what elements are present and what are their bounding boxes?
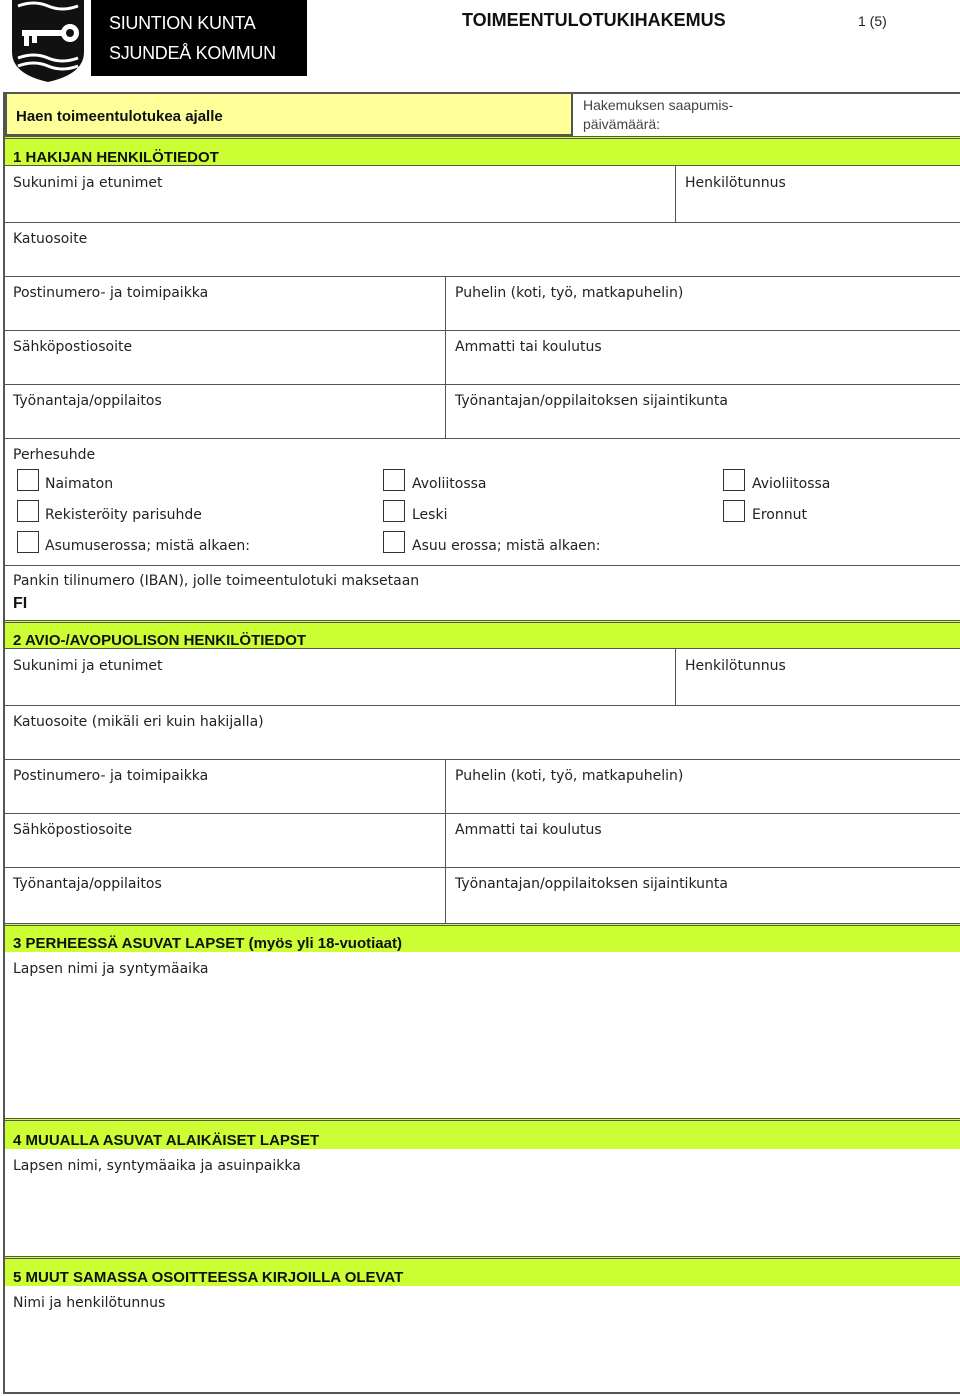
other-residents-field[interactable] bbox=[5, 1286, 960, 1392]
applicant-email-label: Sähköpostiosoite bbox=[13, 339, 133, 355]
applicant-employer-municipality-field[interactable] bbox=[445, 384, 960, 438]
section-4-header bbox=[5, 1118, 960, 1149]
spouse-postal-field[interactable] bbox=[5, 759, 445, 813]
spouse-ssn-field[interactable] bbox=[675, 649, 960, 705]
other-residents-label: Nimi ja henkilötunnus bbox=[13, 1295, 166, 1311]
iban-prefix: FI bbox=[13, 595, 28, 612]
applicant-address-label: Katuosoite bbox=[13, 231, 88, 247]
checkbox-widowed[interactable] bbox=[383, 500, 405, 522]
spouse-occupation-field[interactable] bbox=[445, 813, 960, 867]
checkbox-married[interactable] bbox=[723, 469, 745, 491]
key-crest-icon bbox=[10, 0, 86, 82]
arrival-date-field[interactable] bbox=[573, 92, 960, 136]
applicant-employer-municipality-label: Työnantajan/oppilaitoksen sijaintikunta bbox=[455, 393, 728, 409]
applicant-name-field[interactable] bbox=[5, 166, 675, 222]
section-3-header bbox=[5, 923, 960, 952]
spouse-employer-municipality-label: Työnantajan/oppilaitoksen sijaintikunta bbox=[455, 876, 728, 892]
section-1-title: 1 HAKIJAN HENKILÖTIEDOT bbox=[13, 149, 219, 166]
children-elsewhere-field[interactable] bbox=[5, 1149, 960, 1256]
checkbox-separated[interactable] bbox=[17, 531, 39, 553]
applicant-phone-label: Puhelin (koti, työ, matkapuhelin) bbox=[455, 285, 684, 301]
spouse-name-label: Sukunimi ja etunimet bbox=[13, 658, 163, 674]
option-widowed-label: Leski bbox=[412, 507, 448, 523]
applicant-name-label: Sukunimi ja etunimet bbox=[13, 175, 163, 191]
org-name-sv: SJUNDEÅ KOMMUN bbox=[109, 43, 276, 63]
checkbox-divorced[interactable] bbox=[723, 500, 745, 522]
checkbox-cohabiting[interactable] bbox=[383, 469, 405, 491]
section-3-title: 3 PERHEESSÄ ASUVAT LAPSET (myös yli 18-vuotiaat) bbox=[13, 935, 402, 952]
spouse-address-field[interactable] bbox=[5, 705, 960, 759]
applicant-occupation-label: Ammatti tai koulutus bbox=[455, 339, 602, 355]
option-single-label: Naimaton bbox=[45, 476, 114, 492]
spouse-employer-label: Työnantaja/oppilaitos bbox=[13, 876, 162, 892]
spouse-employer-municipality-field[interactable] bbox=[445, 867, 960, 923]
applicant-address-field[interactable] bbox=[5, 222, 960, 276]
spouse-ssn-label: Henkilötunnus bbox=[685, 658, 786, 674]
spouse-phone-field[interactable] bbox=[445, 759, 960, 813]
spouse-occupation-label: Ammatti tai koulutus bbox=[455, 822, 602, 838]
applicant-occupation-field[interactable] bbox=[445, 330, 960, 384]
option-separated-label: Asumuserossa; mistä alkaen: bbox=[45, 538, 250, 554]
spouse-employer-field[interactable] bbox=[5, 867, 445, 923]
checkbox-living-apart[interactable] bbox=[383, 531, 405, 553]
period-field[interactable] bbox=[5, 92, 573, 136]
option-divorced-label: Eronnut bbox=[752, 507, 807, 523]
org-name-fi: SIUNTION KUNTA bbox=[109, 13, 256, 33]
arrival-date-label-1: Hakemuksen saapumis- bbox=[583, 97, 734, 113]
applicant-email-field[interactable] bbox=[5, 330, 445, 384]
applicant-employer-label: Työnantaja/oppilaitos bbox=[13, 393, 162, 409]
section-1-header bbox=[5, 136, 960, 166]
spouse-email-field[interactable] bbox=[5, 813, 445, 867]
period-label: Haen toimeentulotukea ajalle bbox=[16, 108, 223, 125]
applicant-phone-field[interactable] bbox=[445, 276, 960, 330]
children-at-home-label: Lapsen nimi ja syntymäaika bbox=[13, 961, 209, 977]
iban-field[interactable] bbox=[5, 565, 960, 620]
spouse-name-field[interactable] bbox=[5, 649, 675, 705]
section-2-title: 2 AVIO-/AVOPUOLISON HENKILÖTIEDOT bbox=[13, 632, 307, 649]
option-registered-label: Rekisteröity parisuhde bbox=[45, 507, 202, 523]
crest-logo bbox=[10, 0, 86, 82]
children-elsewhere-label: Lapsen nimi, syntymäaika ja asuinpaikka bbox=[13, 1158, 301, 1174]
page-number: 1 (5) bbox=[858, 13, 887, 29]
spouse-email-label: Sähköpostiosoite bbox=[13, 822, 133, 838]
applicant-ssn-label: Henkilötunnus bbox=[685, 175, 786, 191]
applicant-ssn-field[interactable] bbox=[675, 166, 960, 222]
option-cohabiting-label: Avoliitossa bbox=[412, 476, 487, 492]
applicant-employer-field[interactable] bbox=[5, 384, 445, 438]
spouse-postal-label: Postinumero- ja toimipaikka bbox=[13, 768, 209, 784]
family-status-group bbox=[5, 438, 960, 565]
spouse-address-label: Katuosoite (mikäli eri kuin hakijalla) bbox=[13, 714, 264, 730]
applicant-postal-field[interactable] bbox=[5, 276, 445, 330]
org-name-block bbox=[91, 0, 307, 76]
iban-label: Pankin tilinumero (IBAN), jolle toimeentulotuki maksetaan bbox=[13, 573, 420, 589]
applicant-postal-label: Postinumero- ja toimipaikka bbox=[13, 285, 209, 301]
form-frame bbox=[3, 92, 960, 1394]
arrival-date-label-2: päivämäärä: bbox=[583, 116, 661, 132]
section-5-title: 5 MUUT SAMASSA OSOITTEESSA KIRJOILLA OLEVAT bbox=[13, 1269, 404, 1286]
family-status-label: Perhesuhde bbox=[13, 447, 96, 463]
section-4-title: 4 MUUALLA ASUVAT ALAIKÄISET LAPSET bbox=[13, 1132, 320, 1149]
section-5-header bbox=[5, 1256, 960, 1286]
checkbox-registered[interactable] bbox=[17, 500, 39, 522]
form-title: TOIMEENTULOTUKIHAKEMUS bbox=[462, 10, 726, 30]
children-at-home-field[interactable] bbox=[5, 952, 960, 1118]
option-married-label: Avioliitossa bbox=[752, 476, 831, 492]
option-living-apart-label: Asuu erossa; mistä alkaen: bbox=[412, 538, 601, 554]
spouse-phone-label: Puhelin (koti, työ, matkapuhelin) bbox=[455, 768, 684, 784]
section-2-header bbox=[5, 620, 960, 649]
checkbox-single[interactable] bbox=[17, 469, 39, 491]
